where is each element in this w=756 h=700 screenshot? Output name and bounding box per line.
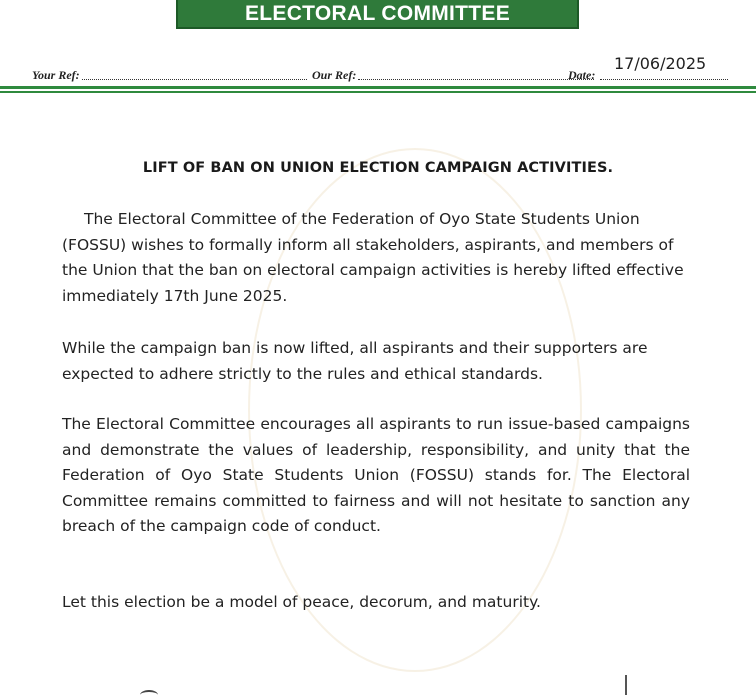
our-ref-line (358, 79, 594, 80)
your-ref-label: Your Ref: (32, 68, 80, 82)
letterhead-rule-thin (0, 91, 756, 93)
signature-stroke (625, 675, 627, 695)
date-line (600, 79, 728, 80)
your-ref-line (82, 79, 307, 80)
banner-title: ELECTORAL COMMITTEE (244, 1, 511, 25)
document-title: LIFT OF BAN ON UNION ELECTION CAMPAIGN ACTIVITIES. (142, 160, 614, 176)
paragraph-closing: Let this election be a model of peace, decorum, and maturity. (62, 593, 541, 611)
letterhead-rule-thick (0, 86, 756, 89)
reference-row (32, 64, 732, 82)
paragraph-encouragement: The Electoral Committee encourages all aspirants to run issue-based campaigns and demonstrate the values of leadership, responsibility, and unity that the Federation of Oyo State Students Union (FOSSU) stands for. The Electoral Committee remains committed to fairness and will not hesitate to sanction any breach of the campaign code of conduct. (62, 415, 690, 535)
date-value: 17/06/2025 (614, 54, 707, 73)
signature-stroke-left (140, 690, 158, 700)
our-ref-label: Our Ref: (312, 68, 357, 82)
letterhead-banner (176, 0, 579, 29)
paragraph-adherence: While the campaign ban is now lifted, all aspirants and their supporters are expected to adhere strictly to the rules and ethical standards. (62, 339, 648, 383)
date-label: Date: (568, 68, 596, 82)
paragraph-announcement: The Electoral Committee of the Federation of Oyo State Students Union (FOSSU) wishes to formally inform all stakeholders, aspirants, and members of the Union that the ban on electoral campaign activities is hereby lifted effective immediately 17th June 2025. (62, 210, 684, 305)
